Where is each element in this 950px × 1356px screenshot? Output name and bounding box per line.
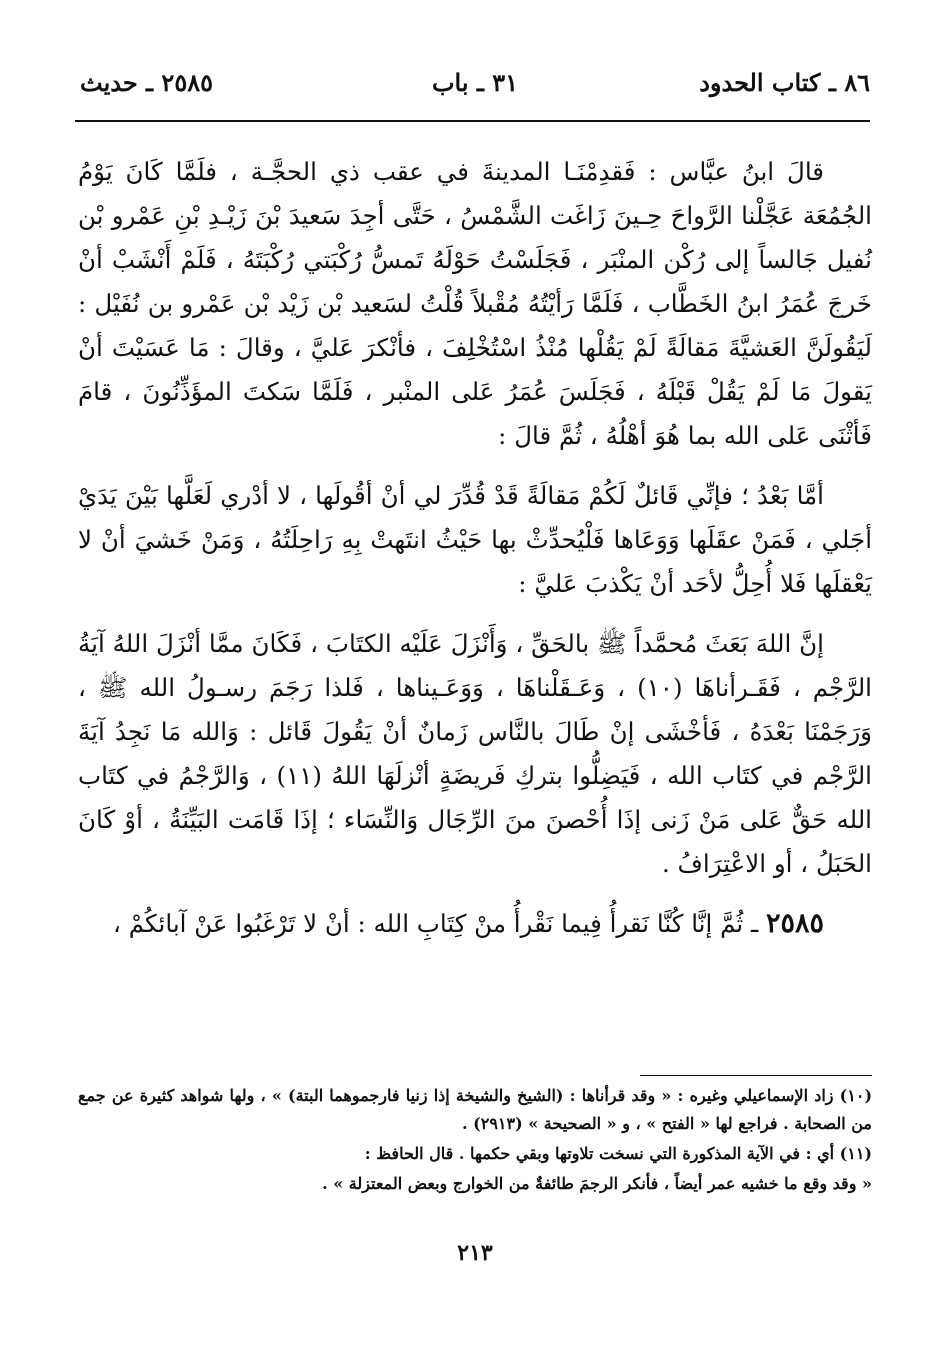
footnote-11: (١١) أي : في الآية المذكورة التي نسخت تلاوتها وبقي حكمها . قال الحافظ : [364,1144,872,1163]
header-book-title: ٨٦ ـ كتاب الحدود [699,68,870,97]
footnote-divider [640,1075,872,1076]
header-chapter: ٣١ ـ باب [431,68,519,97]
running-header [80,68,870,108]
hadith-number: ٢٥٨٥ [765,908,824,939]
main-text [78,150,872,962]
header-hadith-number: ٢٥٨٥ ـ حديث [80,68,213,97]
paragraph-amma-bad: أمَّا بَعْدُ ؛ فإنِّي قَائلٌ لَكُمْ مَقالَةً قَدْ قُدِّرَ لي أنْ أقُولَها ، لا أدْري لَعَلَّها بَيْنَ يَدَيْ أجَلي ، فَمَنْ عقَلَها وَوَعَاها فَلْيُحدِّثْ بها حَيْثُ انتَهتْ بِهِ رَاحِلَتُهُ ، وَمَنْ خَشيَ أنْ لا يَعْقلَها فَلا أُحِلُّ لأحَد أنْ يَكْذبَ عَليَّ : [78,481,872,598]
footnotes [78,1082,872,1200]
footnote-10: (١٠) زاد الإسماعيلي وغيره : « وقد قرأناها : (الشيخ والشيخة إذا زنيا فارجموهما البتة) » ، ولها شواهد كثيرة عن جمع من الصحابة . فراجع لها « الفتح » ، و « الصحيحة » (٢٩١٣) . [78,1086,873,1133]
paragraph-ibn-abbas: قالَ ابنُ عبَّاس : فَقدِمْنَـا المدينةَ في عقب ذي الحجَّـة ، فلَمَّا كَانَ يَوْمُ الجُمُعَة عَجَّلْنا الرَّواحَ حِـينَ زَاغَت الشَّمْسُ ، حَتَّى أجِدَ سَعيدَ بْنَ زَيْـدِ بْنِ عَمْرو بْن نُفيل جَالساً إلى رُكْن المنْبَر ، فَجَلَسْتُ حَوْلَهُ تَمسُّ رُكْبَتي رُكْبَتَهُ ، فَلَمْ أَنْشَبْ أنْ خَرجَ عُمَرُ ابنُ الخَطَّاب ، فَلَمَّا رَأيْتُهُ مُقْبلاً قُلْتُ لسَعيد بْن زَيْد بْن عَمْرو بن نُفَيْل : لَيَقُولَنَّ العَشيَّةَ مَقالَةً لَمْ يَقُلْها مُنْذُ اسْتُخْلِفَ ، فأنْكرَ عَليَّ ، وقالَ : مَا عَسَيْتَ أنْ يَقولَ مَا لَمْ يَقُلْ قَبْلَهُ ، فَجَلَسَ عُمَرُ عَلى المنْبر ، فَلَمَّا سَكتَ المؤَذِّنُونَ ، قامَ فَأثْنَى عَلى الله بما هُوَ أهْلُهُ ، ثُمَّ قالَ : [78,157,872,450]
page-number: ٢١٣ [457,1240,493,1266]
header-divider [75,120,870,122]
footnote-11-quote: « وقد وقع ما خشيه عمر أيضاً ، فأنكر الرجمَ طائفةٌ من الخوارج وبعض المعتزلة » . [322,1174,872,1193]
paragraph-ayat-rajm: إنَّ اللهَ بَعَثَ مُحمَّداً ﷺ بالحَقِّ ، وَأَنْزَلَ عَلَيْه الكتَابَ ، فَكَانَ ممَّا أنْزَلَ اللهُ آيَةُ الرَّجْم ، فَقَـرأناهَا (١٠) ، وَعَـقَلْناهَا ، وَوَعَـيناها ، فَلذا رَجَمَ رسـولُ الله ﷺ ، وَرَجَمْنَا بَعْدَهُ ، فَأخْشَى إنْ طَالَ بالنَّاس زَمانٌ أنْ يَقُولَ قَائل : وَالله مَا نَجِدُ آيَةَ الرَّجْم في كتَاب الله ، فَيَضِلُّوا بتركِ فَريضَةٍ أنْزلَهَا اللهُ (١١) ، وَالرَّجْمُ في كتَاب الله حَقٌّ عَلى مَنْ زَنى إذَا أُحْصنَ منَ الرِّجَال وَالنِّسَاء ؛ إذَا قَامَت البَيِّنَةُ ، أوْ كَانَ الحَبَلُ ، أو الاعْتِرَافُ . [78,629,872,878]
hadith-text: ـ ثُمَّ إنَّا كُنَّا نَقرأُ فِيما نَقْرأُ منْ كِتَابِ الله : أنْ لا تَرْغَبُوا عَنْ آبائكُمْ ، [113,909,766,938]
paragraph-hadith-2585 [78,902,872,946]
